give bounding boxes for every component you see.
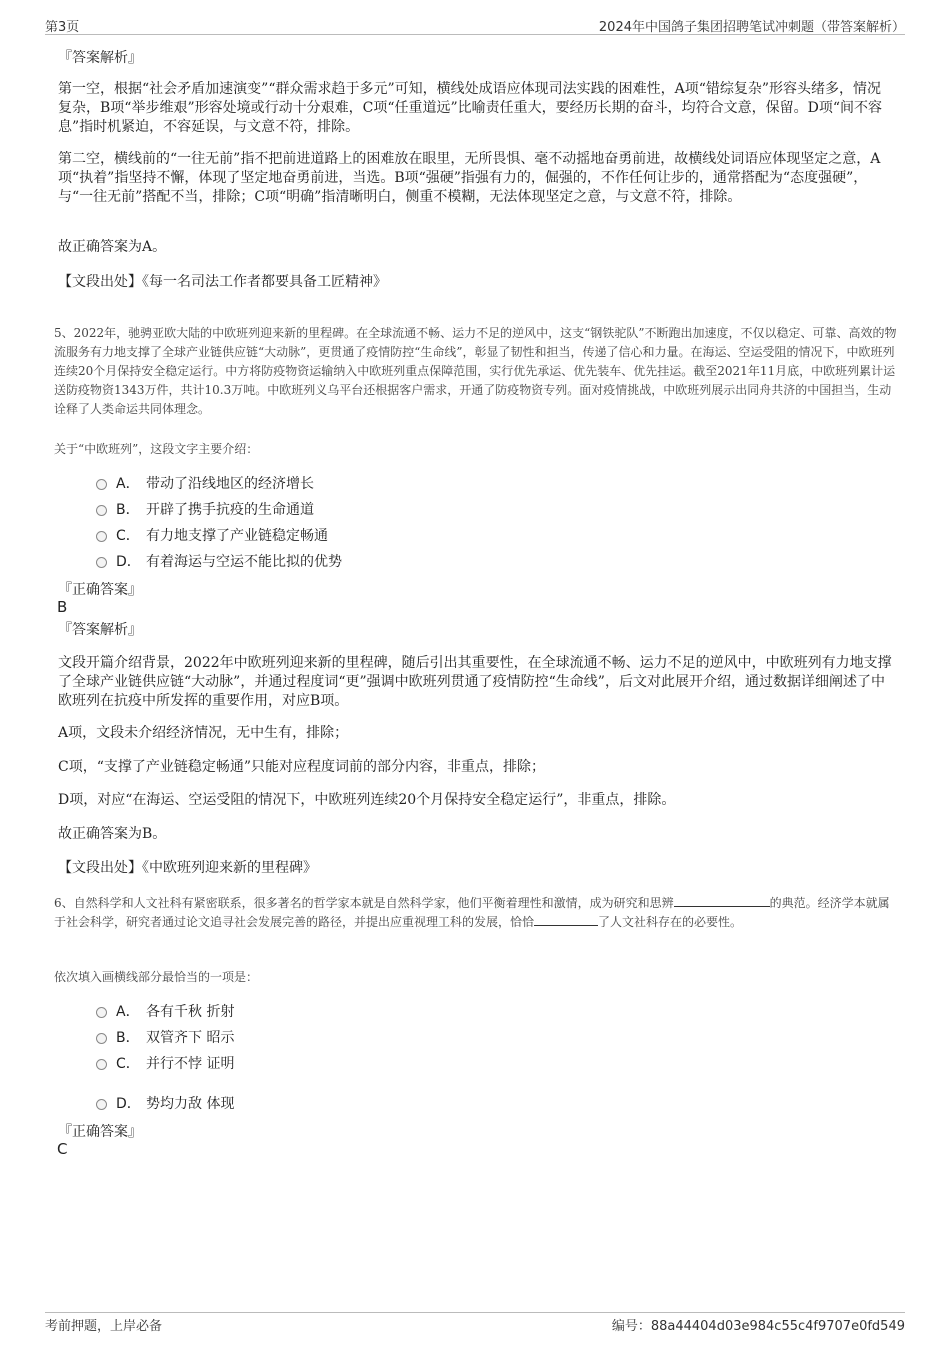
footer-slogan: 考前押题，上岸必备 <box>45 1319 163 1334</box>
q5-analysis-paragraph-4: D项，对应“在海运、空运受阻的情况下，中欧班列连续20个月保持安全稳定运行”，非重点，排除。 <box>58 792 676 808</box>
q5-analysis-paragraph-3: C项，“支撑了产业链稳定畅通”只能对应程度词前的部分内容，非重点，排除； <box>58 759 546 775</box>
q6-answer: C <box>57 1140 68 1158</box>
q5-source: 【文段出处】《中欧班列迎来新的里程碑》 <box>58 860 317 876</box>
q6-option-d[interactable]: D． 势均力敌 体现 <box>96 1094 234 1114</box>
radio-icon[interactable] <box>96 479 107 490</box>
q5-stem: 5、2022年，驰骋亚欧大陆的中欧班列迎来新的里程碑。在全球流通不畅、运力不足的逆风中，这支“钢铁驼队”不断跑出加速度，不仅以稳定、可靠、高效的物流服务有力地支撑了全球产业链供应链“大动脉”，更贯通了疫情防控“生命线”，彰显了韧性和担当，传递了信心和力量。在海运、空运受阻的情况下，中欧班列连续20个月保持安全稳定运行。中方将防疫物资运输纳入中欧班列重点保障范围，实行优先承运、优先装车、优先挂运。截至2021年11月底，中欧班列累计运送防疫物资1343万件，共计10.3万吨。中欧班列义乌平台还根据客户需求，开通了防疫物资专列。面对疫情挑战，中欧班列展示出同舟共济的中国担当，生动诠释了人类命运共同体理念。 <box>54 326 897 416</box>
page-footer <box>45 1312 905 1335</box>
q4-analysis-paragraph-1: 第一空，根据“社会矛盾加速演变”“群众需求趋于多元”可知，横线处成语应体现司法实践的困难性，A项“错综复杂”形容头绪多，情况复杂，B项“举步维艰”形容处境或行动十分艰难，C项“任重道远”比喻责任重大，要经历长期的奋斗，均符合文意，保留。D项“间不容息”指时机紧迫，不容延误，与文意不符，排除。 <box>58 81 883 135</box>
q6-option-c[interactable]: C． 并行不悖 证明 <box>96 1054 234 1074</box>
q6-blank-2 <box>534 913 598 926</box>
q5-conclusion: 故正确答案为B。 <box>58 826 167 842</box>
radio-icon[interactable] <box>96 557 107 568</box>
radio-icon[interactable] <box>96 505 107 516</box>
q5-analysis-label: 『答案解析』 <box>58 622 142 638</box>
page-header <box>45 14 905 35</box>
q5-option-c[interactable]: C． 有力地支撑了产业链稳定畅通 <box>96 526 328 546</box>
q5-prompt: 关于“中欧班列”，这段文字主要介绍： <box>54 442 259 456</box>
q6-prompt: 依次填入画横线部分最恰当的一项是： <box>54 970 259 984</box>
q5-answer: B <box>57 598 68 616</box>
radio-icon[interactable] <box>96 1007 107 1018</box>
q6-option-b[interactable]: B． 双管齐下 昭示 <box>96 1028 234 1048</box>
q4-conclusion: 故正确答案为A。 <box>58 239 167 255</box>
radio-icon[interactable] <box>96 1033 107 1044</box>
q5-correct-label: 『正确答案』 <box>58 582 142 598</box>
page-number: 第3页 <box>45 20 80 35</box>
radio-icon[interactable] <box>96 1099 107 1110</box>
q6-blank-1 <box>674 894 770 907</box>
q4-analysis-paragraph-2: 第二空，横线前的“一往无前”指不把前进道路上的困难放在眼里，无所畏惧、毫不动摇地奋勇前进，故横线处词语应体现坚定之意，A项“执着”指坚持不懈，体现了坚定地奋勇前进，当选。B项“强硬”指强有力的，倔强的，不作任何让步的，通常搭配为“态度强硬”，与“一往无前”搭配不当，排除；C项“明确”指清晰明白，侧重不模糊，无法体现坚定之意，与文意不符，排除。 <box>58 151 881 205</box>
q5-option-a[interactable]: A． 带动了沿线地区的经济增长 <box>96 474 314 494</box>
radio-icon[interactable] <box>96 531 107 542</box>
q5-option-b[interactable]: B． 开辟了携手抗疫的生命通道 <box>96 500 314 520</box>
document-title: 2024年中国鸽子集团招聘笔试冲刺题（带答案解析） <box>598 20 905 35</box>
q5-analysis-paragraph-1: 文段开篇介绍背景，2022年中欧班列迎来新的里程碑，随后引出其重要性，在全球流通不畅、运力不足的逆风中，中欧班列有力地支撑了全球产业链供应链“大动脉”，并通过程度词“更”强调中欧班列贯通了疫情防控“生命线”，后文对此展开介绍，通过数据详细阐述了中欧班列在抗疫中所发挥的重要作用，对应B项。 <box>58 655 892 709</box>
q5-analysis-paragraph-2: A项，文段未介绍经济情况，无中生有，排除； <box>58 725 349 741</box>
document-code: 编号：88a44404d03e984c55c4f9707e0fd549 <box>611 1319 905 1334</box>
q6-option-a[interactable]: A． 各有千秋 折射 <box>96 1002 234 1022</box>
q5-option-d[interactable]: D． 有着海运与空运不能比拟的优势 <box>96 552 342 572</box>
q6-stem: 6、自然科学和人文社科有紧密联系，很多著名的哲学家本就是自然科学家，他们平衡着理性和激情，成为研究和思辨 的典范。经济学本就属于社会科学，研究者通过论文追寻社会发展完善的路径，并提出应重视理工科的发展，恰恰 了人文社科存在的必要性。 <box>54 896 890 929</box>
radio-icon[interactable] <box>96 1059 107 1070</box>
q4-source: 【文段出处】《每一名司法工作者都要具备工匠精神》 <box>58 274 387 290</box>
q4-analysis-label: 『答案解析』 <box>58 50 142 66</box>
q6-correct-label: 『正确答案』 <box>58 1124 142 1140</box>
